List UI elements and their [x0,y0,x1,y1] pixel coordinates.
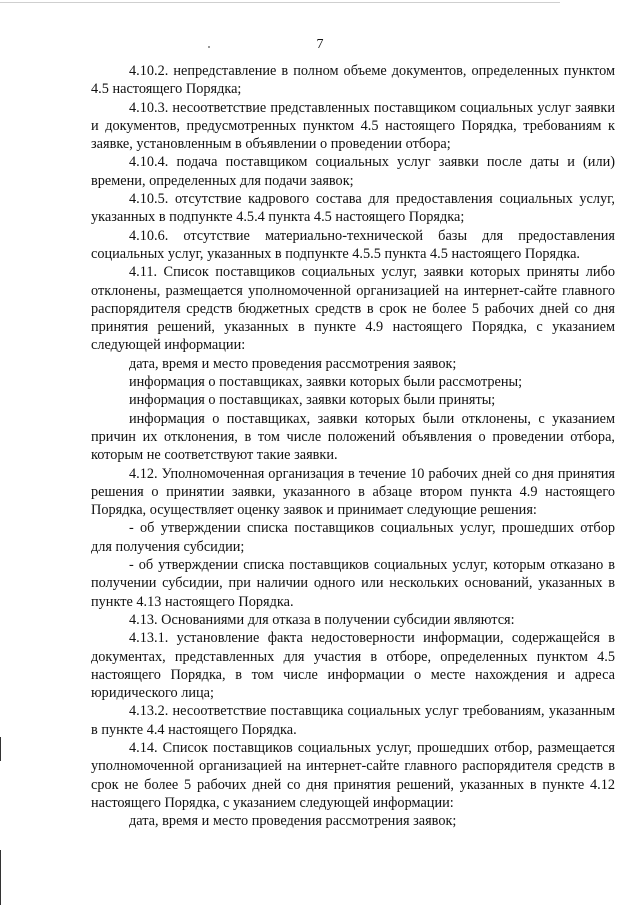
paragraph-4-13: 4.13. Основаниями для отказа в получении субсидии являются: [129,611,515,628]
list-item-date-time-place: дата, время и место проведения рассмотрения заявок; [129,355,457,372]
page-number: 7 [316,37,324,52]
list-item-rejected-suppliers: информация о поставщиках, заявки которых были отклонены, с указанием причин их отклонения, в том числе положений объявления о проведении отбора, которым не соответствуют такие заявки. [91,410,615,464]
paragraph-4-10-3: 4.10.3. несоответствие представленных поставщиком социальных услуг заявки и документов, предусмотренных пунктом 4.5 настоящего Порядка, требованиям к заявке, установленным в объявлении о проведении отбора; [91,99,615,153]
paragraph-4-11: 4.11. Список поставщиков социальных услуг, заявки которых приняты либо отклонены, размещается уполномоченной организацией на интернет-сайте главного распорядителя средств бюджетных средств в срок не более 5 рабочих дней со дня принятия решений, указанных в пункте 4.9 настоящего Порядка, с указанием следующей информации: [91,264,615,354]
paragraph-4-10-6: 4.10.6. отсутствие материально-технической базы для предоставления социальных услуг, указанных в подпункте 4.5.5 пункта 4.5 настоящего Порядка. [91,227,615,262]
list-item-reviewed-suppliers: информация о поставщиках, заявки которых были рассмотрены; [129,374,523,391]
paragraph-4-10-2: 4.10.2. непредставление в полном объеме документов, определенных пунктом 4.5 настоящего Порядка; [91,63,615,98]
paragraph-4-13-1: 4.13.1. установление факта недостоверности информации, содержащейся в документах, представленных для участия в отборе, определенных пунктом 4.5 настоящего Порядка, в том числе информации о месте нахождения и адреса юридического лица; [91,630,615,702]
list-item-refused-list: - об утверждении списка поставщиков социальных услуг, которым отказано в получении субсидии, при наличии одного или нескольких оснований, указанных в пункте 4.13 настоящего Порядка. [91,557,615,610]
paragraph-4-12: 4.12. Уполномоченная организация в течение 10 рабочих дней со дня принятия решения о принятии заявки, указанного в абзаце втором пункта 4.9 настоящего Порядка, осуществляет оценку заявок и принимает следующие решения: [91,465,615,519]
paragraph-4-14: 4.14. Список поставщиков социальных услуг, прошедших отбор, размещается уполномоченной организацией на интернет-сайте главного распорядителя средств в срок не более 5 рабочих дней со дня принятия решений, указанных в пункте 4.12 настоящего Порядка, с указанием следующей информации: [91,739,615,811]
scan-margin-mark [0,737,1,761]
scan-margin-mark [0,850,1,905]
list-item-accepted-suppliers: информация о поставщиках, заявки которых были приняты; [129,392,496,409]
paragraph-4-10-5: 4.10.5. отсутствие кадрового состава для предоставления социальных услуг, указанных в подпункте 4.5.4 пункта 4.5 настоящего Порядка; [91,191,615,226]
list-item-date-time-place-2: дата, время и место проведения рассмотрения заявок; [129,813,457,830]
paragraph-4-13-2: 4.13.2. несоответствие поставщика социальных услуг требованиям, указанным в пункте 4.4 настоящего Порядка. [91,703,615,738]
list-item-approved-list: - об утверждении списка поставщиков социальных услуг, прошедших отбор для получения субсидии; [91,520,615,555]
document-body [91,62,615,830]
paragraph-4-10-4: 4.10.4. подача поставщиком социальных услуг заявки после даты и (или) времени, определенных для подачи заявок; [91,154,615,189]
scan-edge-line [0,2,560,3]
